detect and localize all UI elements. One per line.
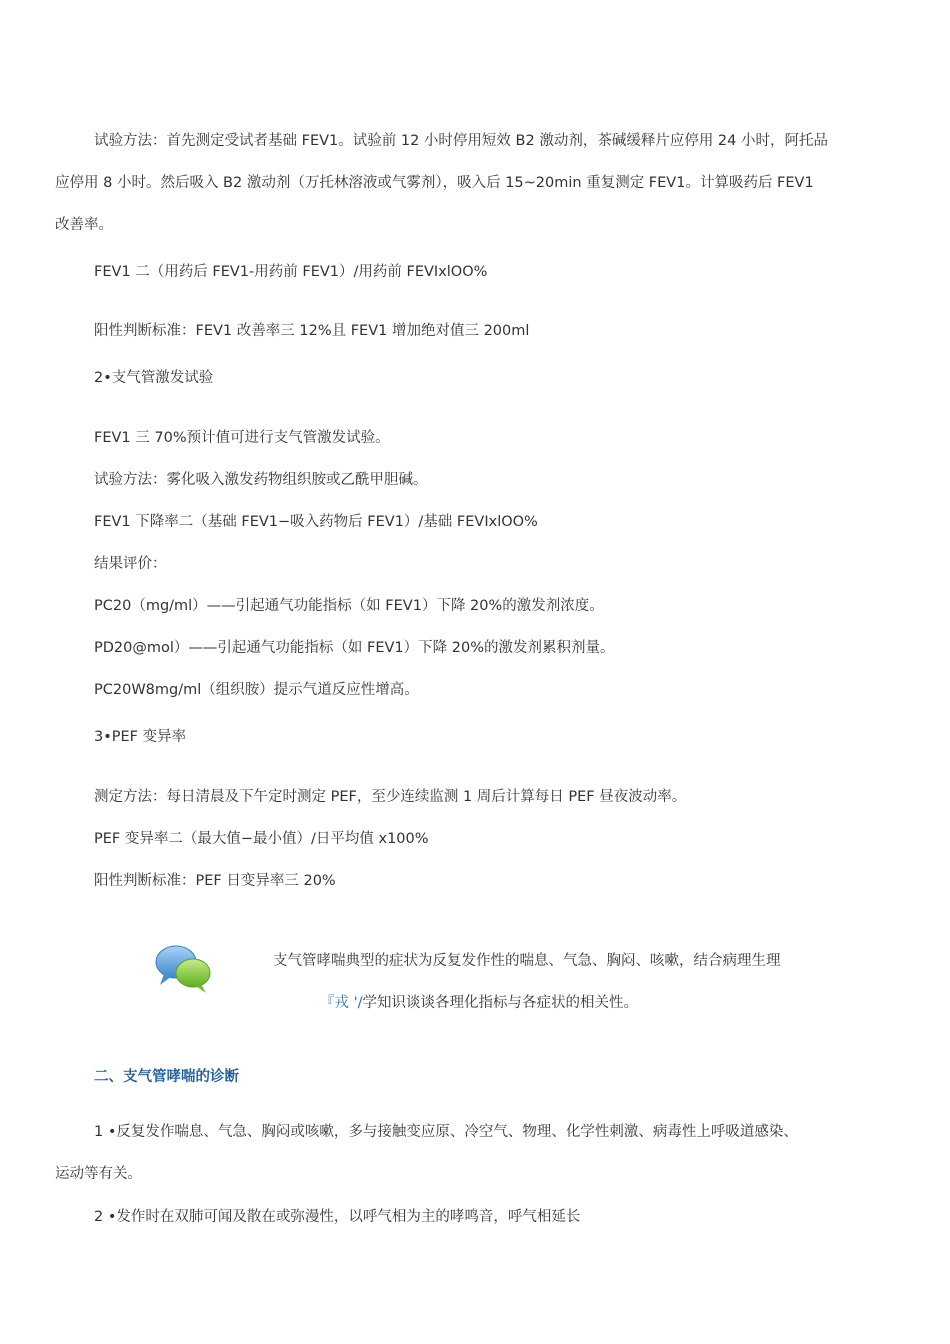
section-3-method: 测定方法：每日清晨及下午定时测定 PEF，至少连续监测 1 周后计算每日 PEF 昼夜波动率。 <box>94 789 687 805</box>
callout-line-2 <box>320 993 638 1013</box>
callout-link[interactable]: 『戎 '/ <box>320 995 363 1011</box>
method-paragraph-line-1: 试验方法：首先测定受试者基础 FEV1。试验前 12 小时停用短效 B2 激动剂，茶碱缓释片应停用 24 小时，阿托品 <box>94 133 828 149</box>
diagnosis-item-1-line-2: 运动等有关。 <box>55 1166 142 1182</box>
positive-criterion-1: 阳性判断标准：FEV1 改善率三 12%且 FEV1 增加绝对值三 200ml <box>94 323 530 339</box>
callout-line-2-text: 学知识谈谈各理化指标与各症状的相关性。 <box>362 995 638 1011</box>
section-2-method: 试验方法：雾化吸入激发药物组织胺或乙酰甲胆碱。 <box>94 472 428 488</box>
pc20-threshold: PC20W8mg/ml（组织胺）提示气道反应性增高。 <box>94 682 419 698</box>
section-2-prerequisite: FEV1 三 70%预计值可进行支气管激发试验。 <box>94 430 390 446</box>
section-2-formula: FEV1 下降率二（基础 FEV1−吸入药物后 FEV1）/基础 FEVIxlOO% <box>94 514 538 530</box>
pd20-definition: PD20@mol）——引起通气功能指标（如 FEV1）下降 20%的激发剂累积剂量。 <box>94 640 615 656</box>
callout-line-1: 支气管哮喘典型的症状为反复发作性的喘息、气急、胸闷、咳嗽，结合病理生理 <box>273 953 781 969</box>
section-2-title: 2•支气管激发试验 <box>94 370 214 386</box>
diagnosis-item-2: 2 •发作时在双肺可闻及散在或弥漫性，以呼气相为主的哮鸣音，呼气相延长 <box>94 1209 581 1225</box>
section-3-formula: PEF 变异率二（最大值−最小值）/日平均值 x100% <box>94 831 429 847</box>
section-3-title: 3•PEF 变异率 <box>94 729 187 745</box>
pc20-definition: PC20（mg/ml）——引起通气功能指标（如 FEV1）下降 20%的激发剂浓度。 <box>94 598 604 614</box>
diagnosis-heading: 二、支气管哮喘的诊断 <box>94 1069 239 1085</box>
fev1-improvement-formula: FEV1 二（用药后 FEV1-用药前 FEV1）/用药前 FEVIxlOO% <box>94 264 488 280</box>
section-2-result-label: 结果评价： <box>94 556 167 572</box>
method-paragraph-line-2: 应停用 8 小时。然后吸入 B2 激动剂（万托林溶液或气雾剂），吸入后 15~20min 重复测定 FEV1。计算吸药后 FEV1 <box>55 175 814 191</box>
method-paragraph-line-3: 改善率。 <box>55 217 113 233</box>
section-3-criterion: 阳性判断标准：PEF 日变异率三 20% <box>94 873 336 889</box>
chat-bubbles-icon <box>154 943 212 995</box>
diagnosis-item-1-line-1: 1 •反复发作喘息、气急、胸闷或咳嗽，多与接触变应原、冷空气、物理、化学性刺激、病毒性上呼吸道感染、 <box>94 1124 798 1140</box>
